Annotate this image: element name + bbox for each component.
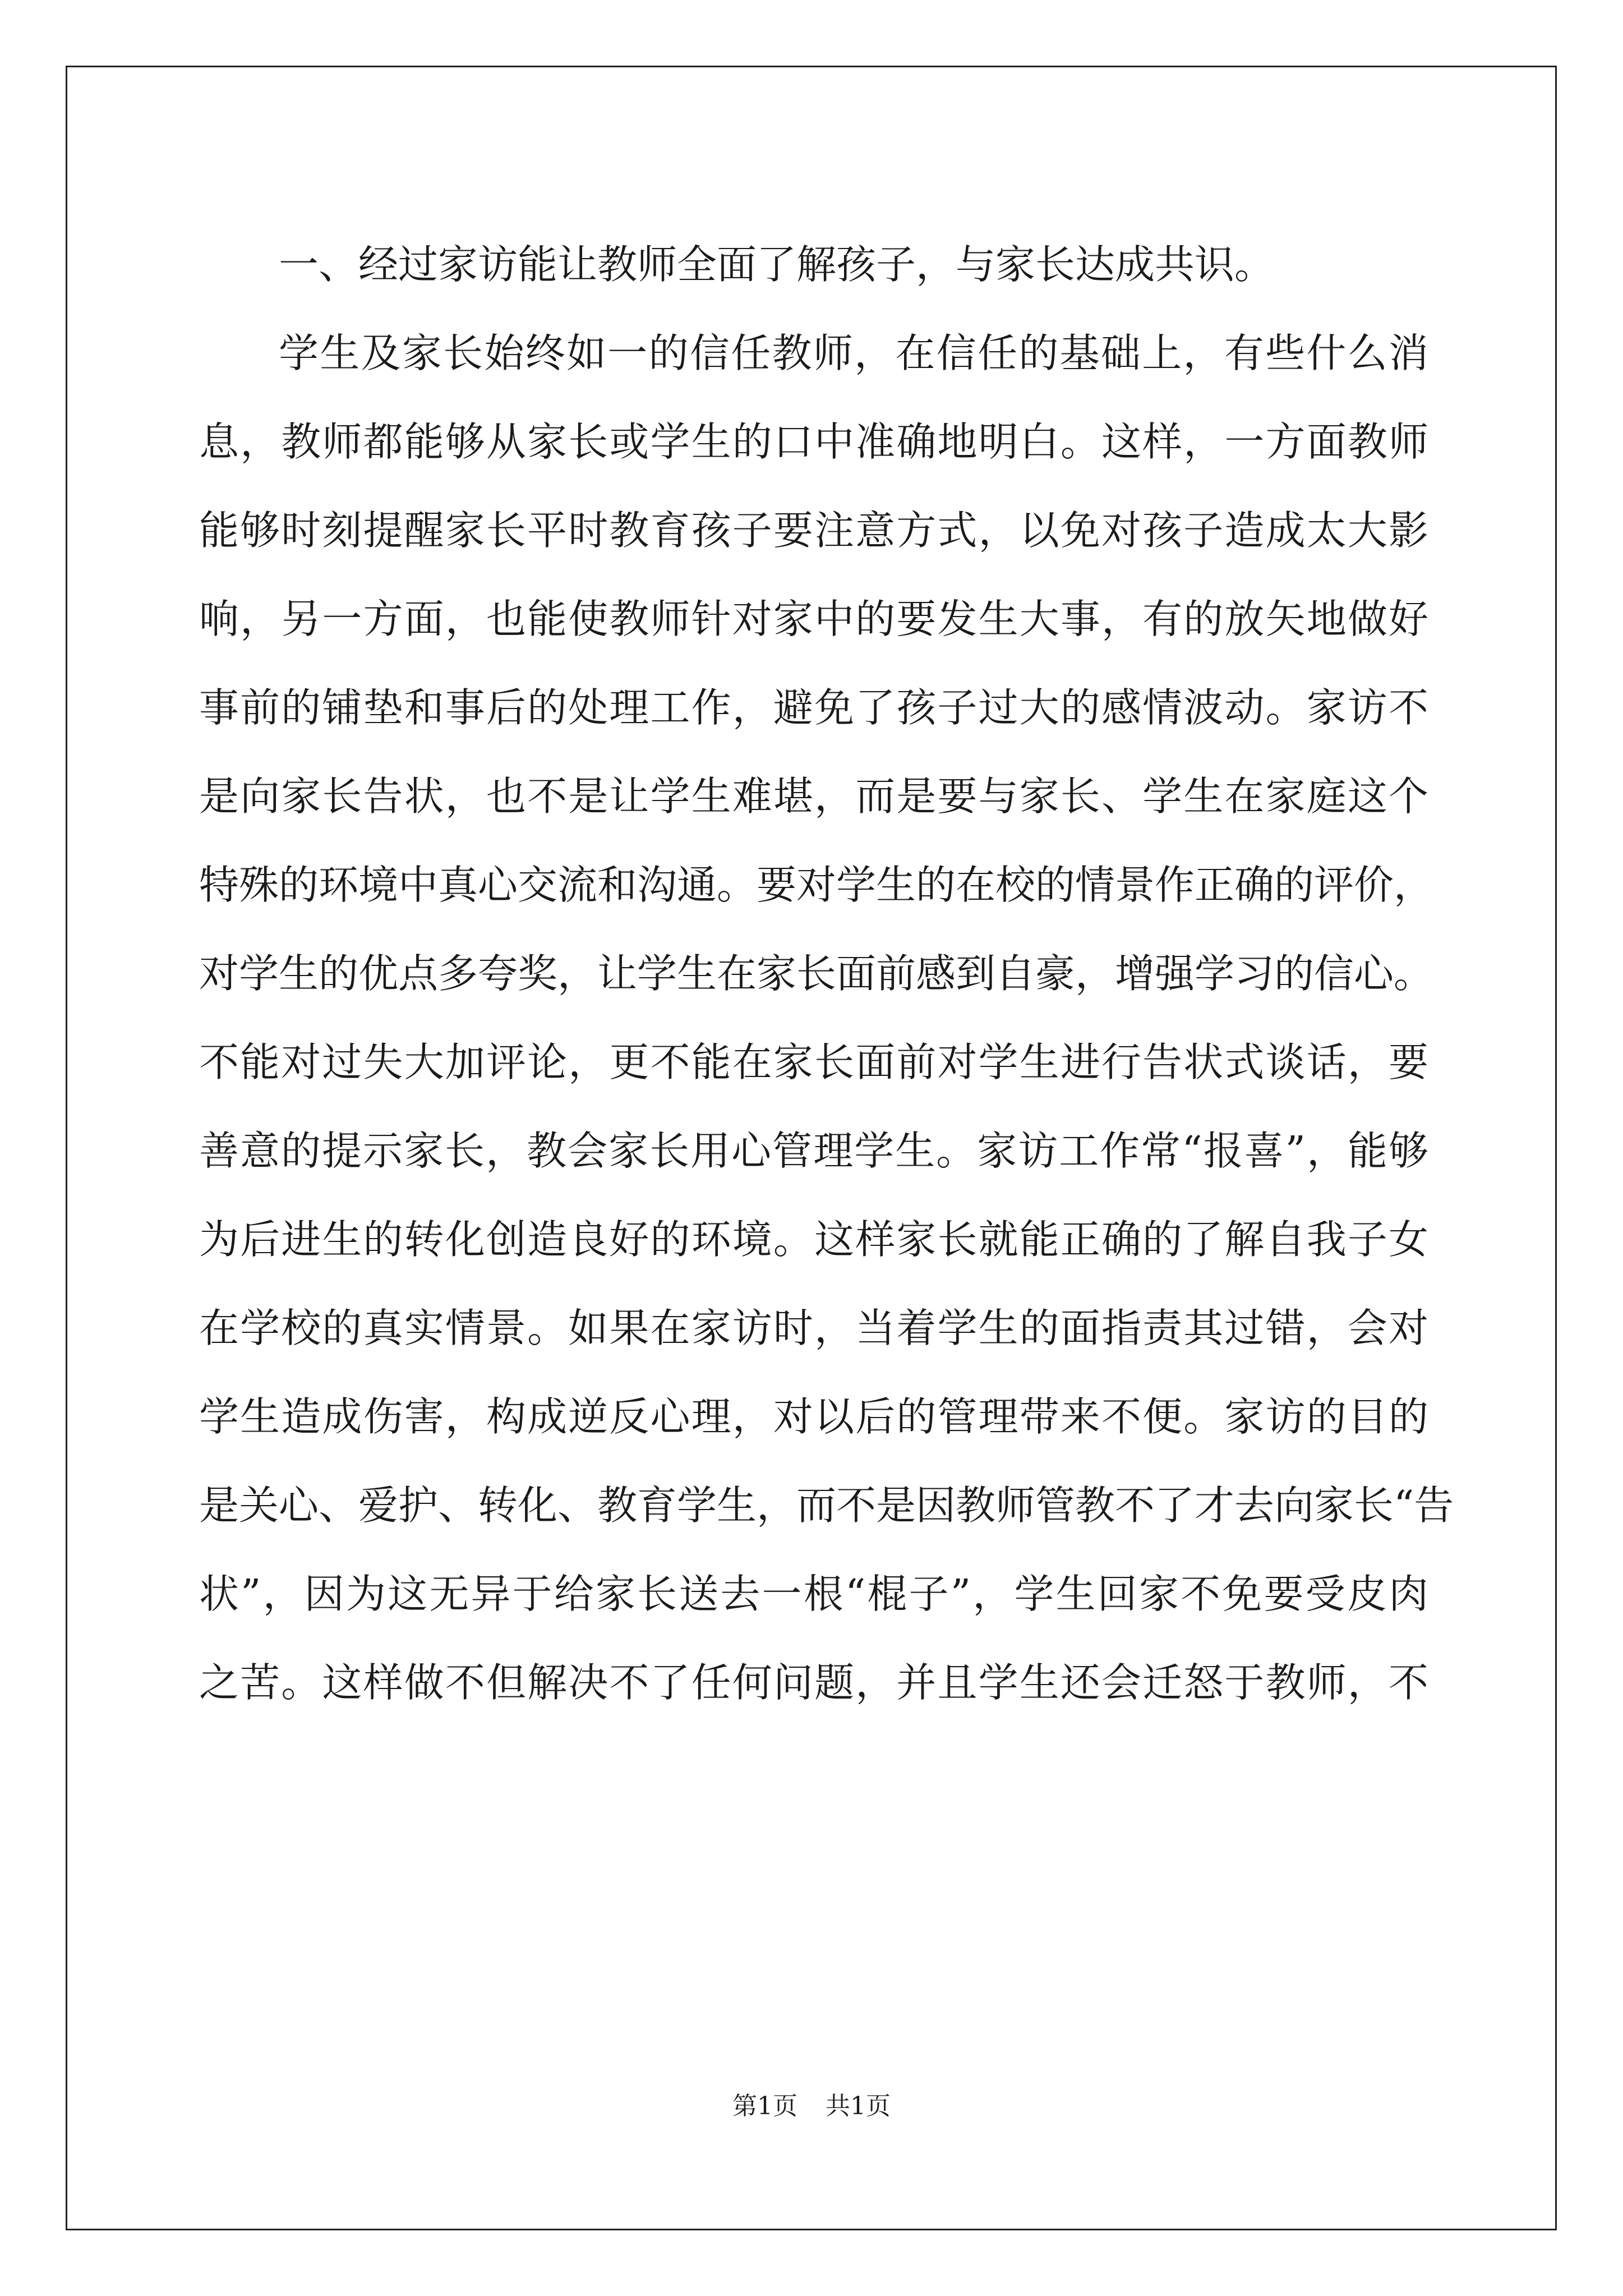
paragraph-line: 能够时刻提醒家长平时教育孩子要注意方式，以免对孩子造成太大影 <box>199 507 1428 554</box>
paragraph-line: 善意的提示家长，教会家长用心管理学生。家访工作常“报喜”，能够 <box>199 1128 1428 1174</box>
paragraph-line: 学生及家长始终如一的信任教师，在信任的基础上，有些什么消 <box>279 330 1428 376</box>
document-body <box>199 220 1454 1727</box>
paragraph-line: 对学生的优点多夸奖，让学生在家长面前感到自豪，增强学习的信心。 <box>199 950 1434 997</box>
page-number-current: 第1页 <box>732 2092 797 2120</box>
paragraph-line: 事前的铺垫和事后的处理工作，避免了孩子过大的感情波动。家访不 <box>199 684 1428 731</box>
paragraph-line: 是关心、爱护、转化、教育学生，而不是因教师管教不了才去向家长“告 <box>199 1482 1454 1529</box>
page-footer <box>0 2090 1623 2123</box>
paragraph-line: 不能对过失大加评论，更不能在家长面前对学生进行告状式谈话，要 <box>199 1039 1428 1085</box>
paragraph-line: 息，教师都能够从家长或学生的口中准确地明白。这样，一方面教师 <box>199 418 1428 465</box>
paragraph-line: 状”，因为这无异于给家长送去一根“棍子”，学生回家不免要受皮肉 <box>199 1571 1428 1617</box>
paragraph-line: 在学校的真实情景。如果在家访时，当着学生的面指责其过错，会对 <box>199 1305 1428 1351</box>
paragraph-line: 是向家长告状，也不是让学生难堪，而是要与家长、学生在家庭这个 <box>199 773 1428 820</box>
paragraph-line: 为后进生的转化创造良好的环境。这样家长就能正确的了解自我子女 <box>199 1216 1428 1263</box>
page-number-total: 共1页 <box>826 2092 891 2120</box>
paragraph-line: 之苦。这样做不但解决不了任何问题，并且学生还会迁怒于教师，不 <box>199 1659 1428 1706</box>
paragraph-line: 特殊的环境中真心交流和沟通。要对学生的在校的情景作正确的评价， <box>199 862 1434 908</box>
paragraph-line: 学生造成伤害，构成逆反心理，对以后的管理带来不便。家访的目的 <box>199 1393 1428 1440</box>
paragraph-line: 响，另一方面，也能使教师针对家中的要发生大事，有的放矢地做好 <box>199 596 1428 642</box>
section-heading: 一、经过家访能让教师全面了解孩子，与家长达成共识。 <box>279 241 1275 288</box>
